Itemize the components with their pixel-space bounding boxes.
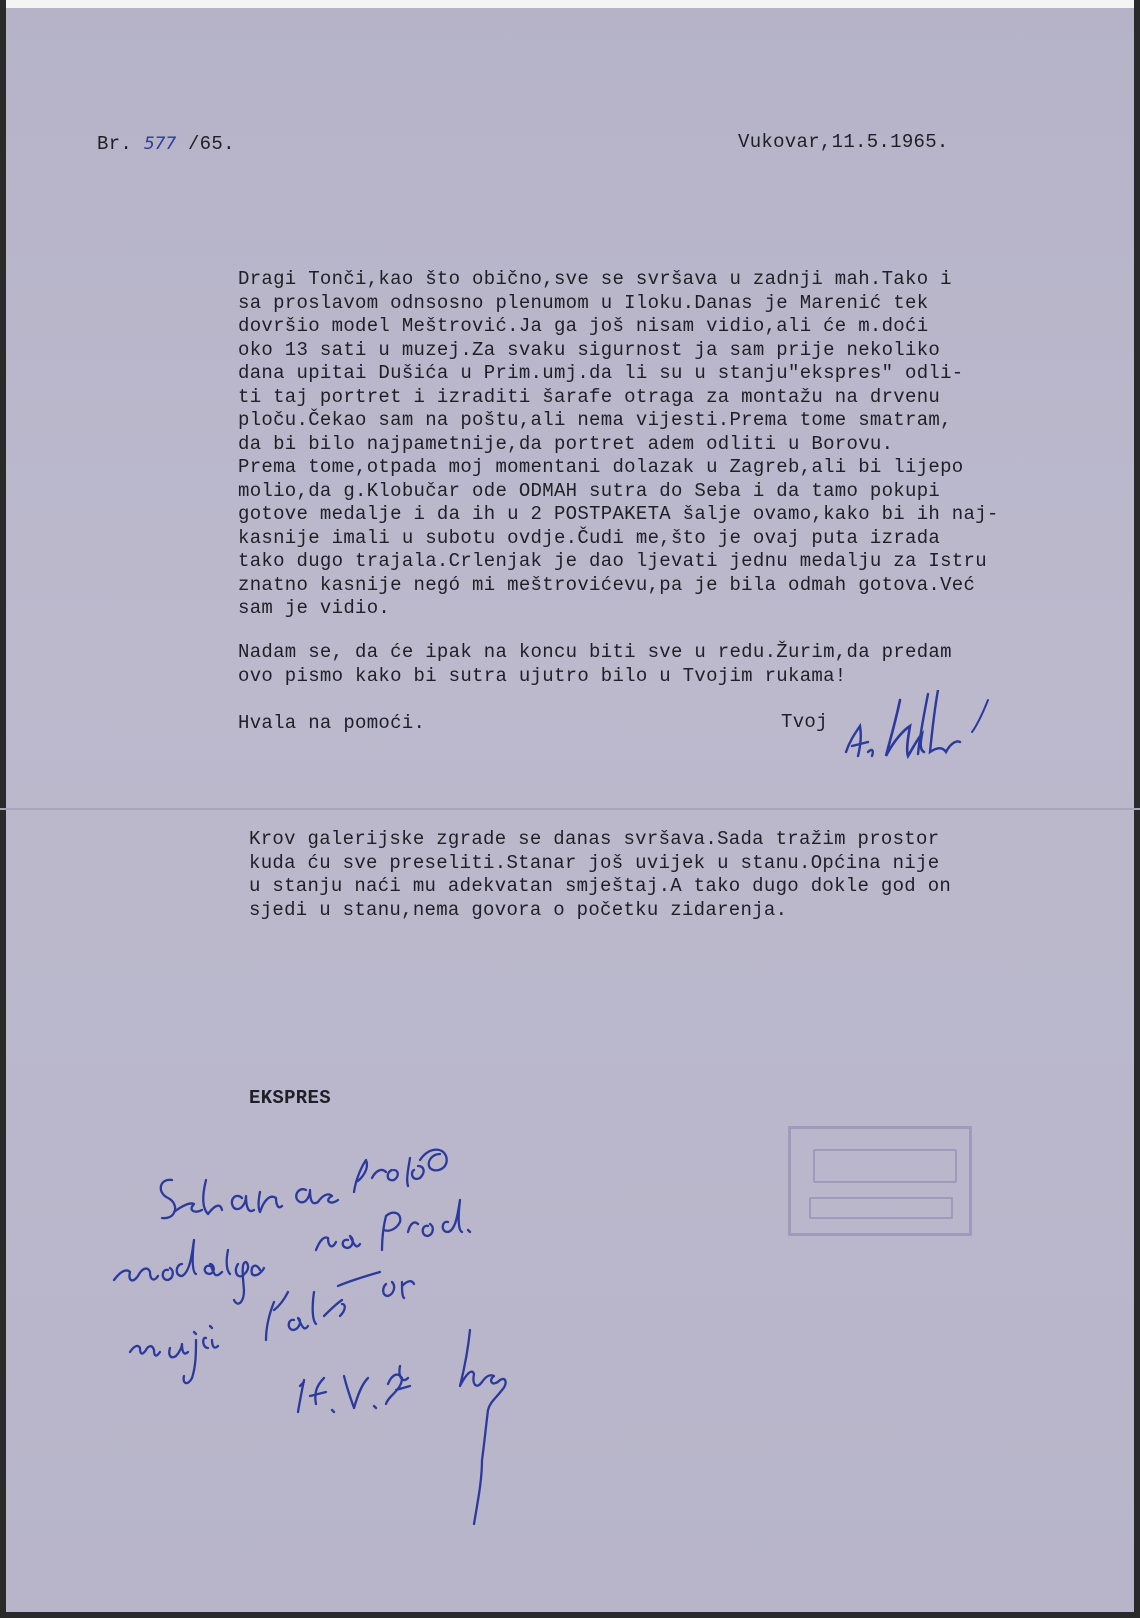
postscript-line: Krov galerijske zgrade se danas svršava.Sada tražim prostor [249, 828, 940, 850]
closing-paragraph [238, 641, 952, 688]
sign-off: Tvoj [781, 711, 828, 733]
postscript [249, 828, 951, 922]
body-line: dana upitai Dušića u Prim.umj.da li su u stanju"ekspres" odli- [238, 362, 964, 384]
body-line: sam je vidio. [238, 597, 391, 619]
closing-line: ovo pismo kako bi sutra ujutro bilo u Tvojim rukama! [238, 664, 847, 687]
body-line: dovršio model Meštrović.Ja ga još nisam vidio,ali će m.doći [238, 315, 929, 337]
postscript-line: u stanju naći mu adekvatan smještaj.A tako dugo dokle god on [249, 875, 952, 897]
body-line: ploču.Čekao sam na poštu,ali nema vijesti.Prema tome smatram, [238, 409, 952, 431]
stamp-label-box [813, 1149, 957, 1183]
postscript-line: sjedi u stanu,nema govora o početku zidarenja. [249, 898, 788, 921]
closing-line: Nadam se, da će ipak na koncu biti sve u redu.Žurim,da predam [238, 641, 952, 663]
reference-suffix: /65. [187, 133, 235, 155]
ekspres-label: EKSPRES [249, 1087, 331, 1109]
body-line: gotove medalje i da ih u 2 POSTPAKETA šalje ovamo,kako bi ih naj- [238, 503, 999, 525]
body-line: Prema tome,otpada moj momentani dolazak u Zagreb,ali bi lijepo [238, 456, 964, 478]
body-line: da bi bilo najpametnije,da portret adem odliti u Borovu. [238, 432, 894, 455]
scan-edge-top [0, 0, 1140, 8]
body-line: oko 13 sati u muzej.Za svaku sigurnost ja sam prije nekoliko [238, 338, 941, 361]
reference-number [97, 133, 235, 157]
body-line: ti taj portret i izraditi šarafe otraga za montažu na drvenu [238, 385, 941, 408]
reference-handwritten-number: 577 [143, 134, 177, 154]
scan-edge-bottom [0, 1612, 1140, 1618]
stamp-inner-box [809, 1197, 953, 1219]
handwritten-note [110, 1140, 570, 1540]
body-line: molio,da g.Klobučar ode ODMAH sutra do Seba i da tamo pokupi [238, 479, 941, 502]
archive-stamp [788, 1126, 972, 1236]
reference-prefix: Br. [97, 133, 133, 155]
body-line: znatno kasnije negó mi meštrovićevu,pa je bila odmah gotova.Već [238, 573, 976, 596]
letter-body [238, 268, 999, 621]
postscript-line: kuda ću sve preseliti.Stanar još uvijek u stanu.Općina nije [249, 851, 940, 874]
body-line: sa proslavom odnsosno plenumom u Iloku.Danas je Marenić tek [238, 291, 929, 314]
place-and-date: Vukovar,11.5.1965. [738, 131, 949, 153]
thanks-line: Hvala na pomoći. [238, 712, 426, 734]
body-line: tako dugo trajala.Crlenjak je dao ljevati jednu medalju za Istru [238, 550, 987, 572]
signature [838, 690, 1018, 790]
body-line: kasnije imali u subotu ovdje.Čudi me,što je ovaj puta izrada [238, 526, 941, 549]
body-line: Dragi Tonči,kao što obično,sve se svršava u zadnji mah.Tako i [238, 268, 952, 290]
paper-fold-line [0, 808, 1140, 810]
